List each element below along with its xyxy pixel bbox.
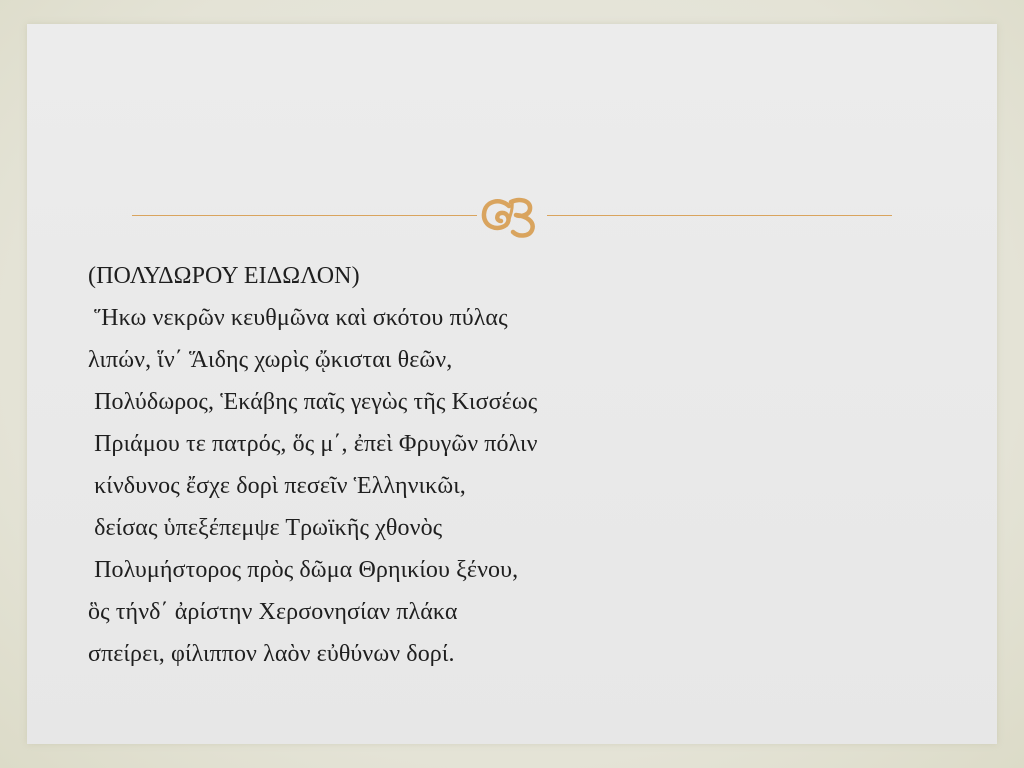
poem-line: Πολύδωρος, Ἑκάβης παῖς γεγὼς τῆς Κισσέως (88, 389, 538, 415)
poem-line: Πολυμήστορος πρὸς δῶμα Θρηικίου ξένου, (88, 557, 519, 583)
poem-line: δείσας ὑπεξέπεμψε Τρωϊκῆς χθονὸς (88, 515, 443, 541)
poem-line: Πριάμου τε πατρός, ὅς μ΄, ἐπεὶ Φρυγῶν πόλιν (88, 431, 538, 457)
poem-line: λιπών, ἵν΄ Ἅιδης χωρὶς ᾤκισται θεῶν, (88, 347, 453, 373)
poem-line: κίνδυνος ἔσχε δορὶ πεσεῖν Ἑλληνικῶι, (88, 473, 466, 499)
poem-heading: (ΠΟΛΥΔΩΡΟΥ ΕΙΔΩΛΟΝ) (88, 263, 360, 289)
poem-text (88, 255, 848, 675)
poem-line: ὃς τήνδ΄ ἀρίστην Χερσονησίαν πλάκα (88, 599, 458, 625)
scroll-flourish-icon (475, 192, 549, 240)
divider-line-right (547, 215, 892, 216)
title-divider (132, 192, 892, 240)
poem-line: σπείρει, φίλιππον λαὸν εὐθύνων δορί. (88, 641, 455, 667)
poem-line: Ἥκω νεκρῶν κευθμῶνα καὶ σκότου πύλας (88, 305, 508, 331)
divider-line-left (132, 215, 477, 216)
